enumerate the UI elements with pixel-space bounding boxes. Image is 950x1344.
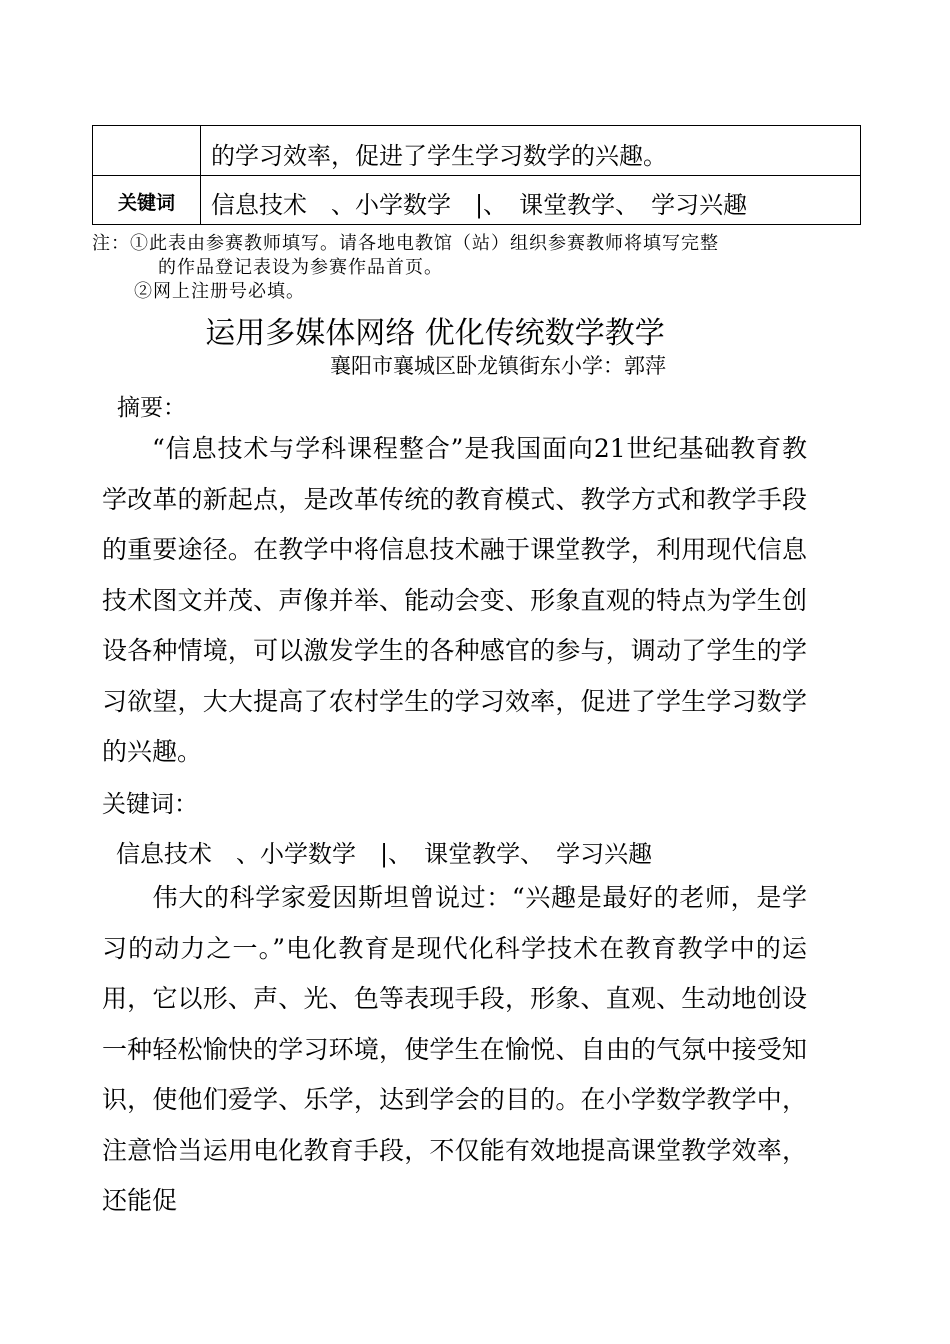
table-row (93, 126, 860, 176)
body-text: 伟大的科学家爱因斯坦曾说过：“兴趣是最好的老师，是学习的动力之一。”电化教育是现代化科学技术在教育教学中的运用，它以形、声、光、色等表现手段，形象、直观、生动地创设一种轻松愉快的学习环境，使学生在愉悦、自由的气氛中接受知识，使他们爱学、乐学，达到学会的目的。在小学数学教学中，注意恰当运用电化教育手段，不仅能有效地提高课堂教学效率，还能促 (102, 883, 807, 1215)
keywords-line: 信息技术 、小学数学 |、 课堂教学、 学习兴趣 (116, 840, 653, 868)
keywords-label: 关键词： (102, 790, 198, 818)
table-row-keywords (93, 176, 860, 224)
abstract-text: “信息技术与学科课程整合”是我国面向21世纪基础教育教学改革的新起点，是改革传统的教育模式、教学方式和教学手段的重要途径。在教学中将信息技术融于课堂教学，利用现代信息技术图文并茂、声像并举、能动会变、形象直观的特点为学生创设各种情境，可以激发学生的各种感官的参与，调动了学生的学习欲望，大大提高了农村学生的学习效率，促进了学生学习数学的兴趣。 (102, 434, 807, 766)
table-cell-text: 的学习效率，促进了学生学习数学的兴趣。 (211, 142, 667, 170)
note-line-3: ②网上注册号必填。 (134, 281, 305, 302)
body-paragraph (102, 873, 807, 1227)
article-author: 襄阳市襄城区卧龙镇街东小学：郭萍 (330, 354, 666, 378)
note-line-2: 的作品登记表设为参赛作品首页。 (158, 257, 443, 278)
article-title: 运用多媒体网络 优化传统数学教学 (205, 316, 665, 351)
keywords-cell: 信息技术 、小学数学 |、 课堂教学、 学习兴趣 (211, 191, 748, 219)
abstract-label: 摘要： (117, 395, 186, 421)
keywords-label-cell: 关键词 (117, 192, 175, 214)
note-line-1: 注：①此表由参赛教师填写。请各地电教馆（站）组织参赛教师将填写完整 (92, 233, 719, 254)
abstract-paragraph (102, 424, 807, 778)
info-table (92, 125, 861, 225)
